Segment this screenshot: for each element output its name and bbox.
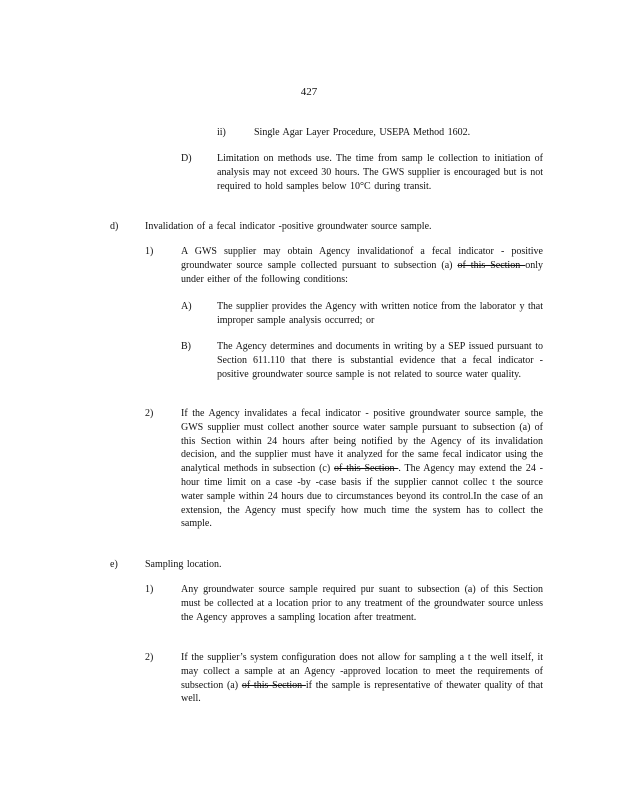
item-text-D: Limitation on methods use. The time from samp le collection to initiation of analysis may not exceed 30 hours. The GWS supplier is encouraged but is not required to hold samples below 10°C during transit. <box>217 153 543 192</box>
section-label-e: e) <box>110 559 118 570</box>
item-text-d1 <box>181 245 543 286</box>
item-text-e2 <box>181 651 543 706</box>
text-part: If the Agency invalidates a fecal indicator - positive groundwater source sample, the GWS supplier must collect another source water sample pursuant to subsection (a) of this Section within 24 hours after being notified by the Agency of its invalidation decision, and the supplier must have it analyzed for the same fecal indicator using the analytical methods in subsection (c) <box>181 408 543 475</box>
item-text-d2 <box>181 407 543 531</box>
struck-text: of this Section <box>241 679 306 691</box>
text-part: A GWS supplier may obtain Agency invalidationof a fecal indicator - positive groundwater source sample collected pursuant to subsection (a) <box>181 246 543 271</box>
item-label-e1: 1) <box>145 584 154 595</box>
item-label-e2: 2) <box>145 652 154 663</box>
item-label-dA: A) <box>181 301 192 312</box>
item-label-D: D) <box>181 153 192 164</box>
struck-text: of this Section <box>457 259 526 271</box>
item-text-e1: Any groundwater source sample required pur suant to subsection (a) of this Section must be collected at a location prior to any treatment of the groundwater source unless the Agency approves a sampling location after treatment. <box>181 584 543 623</box>
page-number: 427 <box>300 86 318 98</box>
struck-text: of this Section <box>334 463 399 475</box>
item-label-dB: B) <box>181 341 191 352</box>
item-text-dB: The Agency determines and documents in writing by a SEP issued pursuant to Section 611.110 that there is substantial evidence that a fecal indicator -positive groundwater source sample is not related to source water quality. <box>217 341 543 380</box>
item-label-d2: 2) <box>145 408 154 419</box>
item-label-ii: ii) <box>217 127 226 138</box>
text-part: . The Agency may extend the 24 -hour time limit on a case -by -case basis if the supplier cannot collec t the source water sample within 24 hours due to circumstances beyond its control.In the case of an extension, the Agency must specify how much time the system has to collect the sample. <box>181 463 543 530</box>
section-heading-e: Sampling location. <box>145 559 222 570</box>
text-part: if the sample is representative of thewater quality of that well. <box>181 679 543 705</box>
section-label-d: d) <box>110 221 119 232</box>
text-part: only under either of the following conditions: <box>181 259 543 285</box>
item-text-dA: The supplier provides the Agency with written notice from the laborator y that improper sample analysis occurred; or <box>217 301 543 326</box>
item-text-ii: Single Agar Layer Procedure, USEPA Method 1602. <box>254 127 471 138</box>
text-part: If the supplier’s system configuration does not allow for sampling a t the well itself, it may collect a sample at an Agency -approved location to meet the requirements of subsection (a) <box>181 652 543 691</box>
section-heading-d: Invalidation of a fecal indicator -positive groundwater source sample. <box>145 221 432 232</box>
item-label-d1: 1) <box>145 246 154 257</box>
